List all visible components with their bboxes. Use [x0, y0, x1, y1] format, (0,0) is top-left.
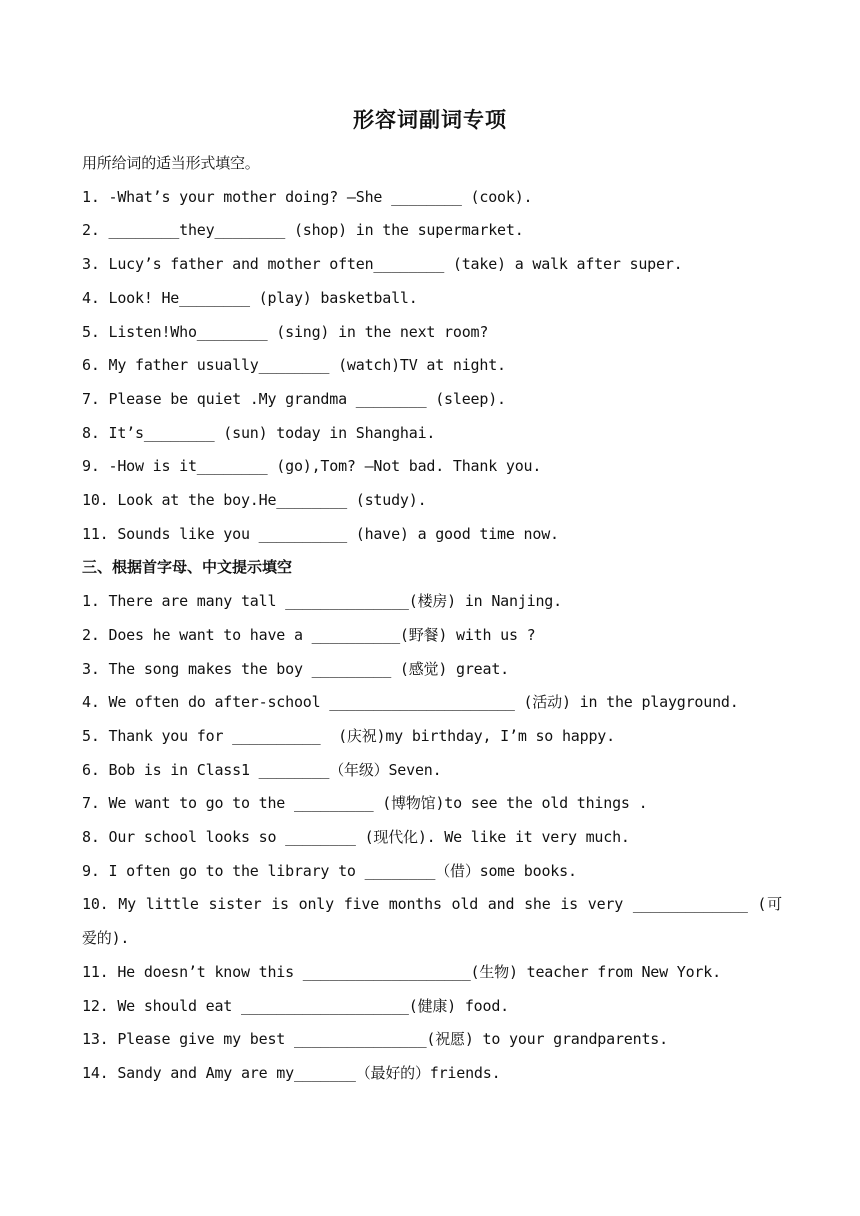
- exercise-item: 3. The song makes the boy _________ (感觉) great.: [82, 659, 509, 678]
- exercise-item: 11. He doesn’t know this ___________________(生物) teacher from New York.: [82, 962, 721, 981]
- exercise-item: 2. ________they________ (shop) in the supermarket.: [82, 221, 524, 240]
- exercise-item: 7. We want to go to the _________ (博物馆)to see the old things .: [82, 794, 648, 813]
- exercise-item: 2. Does he want to have a __________(野餐) with us ?: [82, 625, 536, 644]
- exercise-item: 5. Thank you for __________ (庆祝)my birthday, I’m so happy.: [82, 726, 615, 745]
- exercise-item: 8. Our school looks so ________ (现代化). We like it very much.: [82, 828, 630, 847]
- exercise-item: 8. It’s________ (sun) today in Shanghai.: [82, 423, 436, 442]
- instruction-text: 用所给词的适当形式填空。: [82, 154, 260, 172]
- exercise-item: 4. We often do after-school _____________________ (活动) in the playground.: [82, 693, 739, 712]
- exercise-item: 6. My father usually________ (watch)TV at night.: [82, 356, 506, 375]
- page-title: 形容词副词专项: [353, 108, 507, 132]
- exercise-item: 3. Lucy’s father and mother often________ (take) a walk after super.: [82, 255, 683, 274]
- exercise-item: 14. Sandy and Amy are my_______（最好的）friends.: [82, 1063, 501, 1082]
- exercise-item: 10. My little sister is only five months old and she is very _____________ (可爱的).: [82, 895, 782, 948]
- exercise-item: 10. Look at the boy.He________ (study).: [82, 491, 427, 510]
- section-heading: 三、根据首字母、中文提示填空: [82, 558, 293, 577]
- exercise-item: 11. Sounds like you __________ (have) a good time now.: [82, 524, 559, 543]
- exercise-item: 9. I often go to the library to ________（借）some books.: [82, 861, 577, 880]
- exercise-item: 9. -How is it________ (go),Tom? –Not bad. Thank you.: [82, 457, 542, 476]
- worksheet-content: [82, 147, 782, 1091]
- exercise-item: 1. There are many tall ______________(楼房) in Nanjing.: [82, 592, 562, 611]
- exercise-item: 13. Please give my best _______________(祝愿) to your grandparents.: [82, 1030, 668, 1049]
- exercise-item: 1. -What’s your mother doing? –She ________ (cook).: [82, 187, 533, 206]
- exercise-item: 5. Listen!Who________ (sing) in the next room?: [82, 322, 489, 341]
- exercise-item: 4. Look! He________ (play) basketball.: [82, 288, 418, 307]
- exercise-item: 6. Bob is in Class1 ________（年级）Seven.: [82, 760, 442, 779]
- exercise-item: 12. We should eat ___________________(健康) food.: [82, 996, 509, 1015]
- exercise-item: 7. Please be quiet .My grandma ________ (sleep).: [82, 389, 506, 408]
